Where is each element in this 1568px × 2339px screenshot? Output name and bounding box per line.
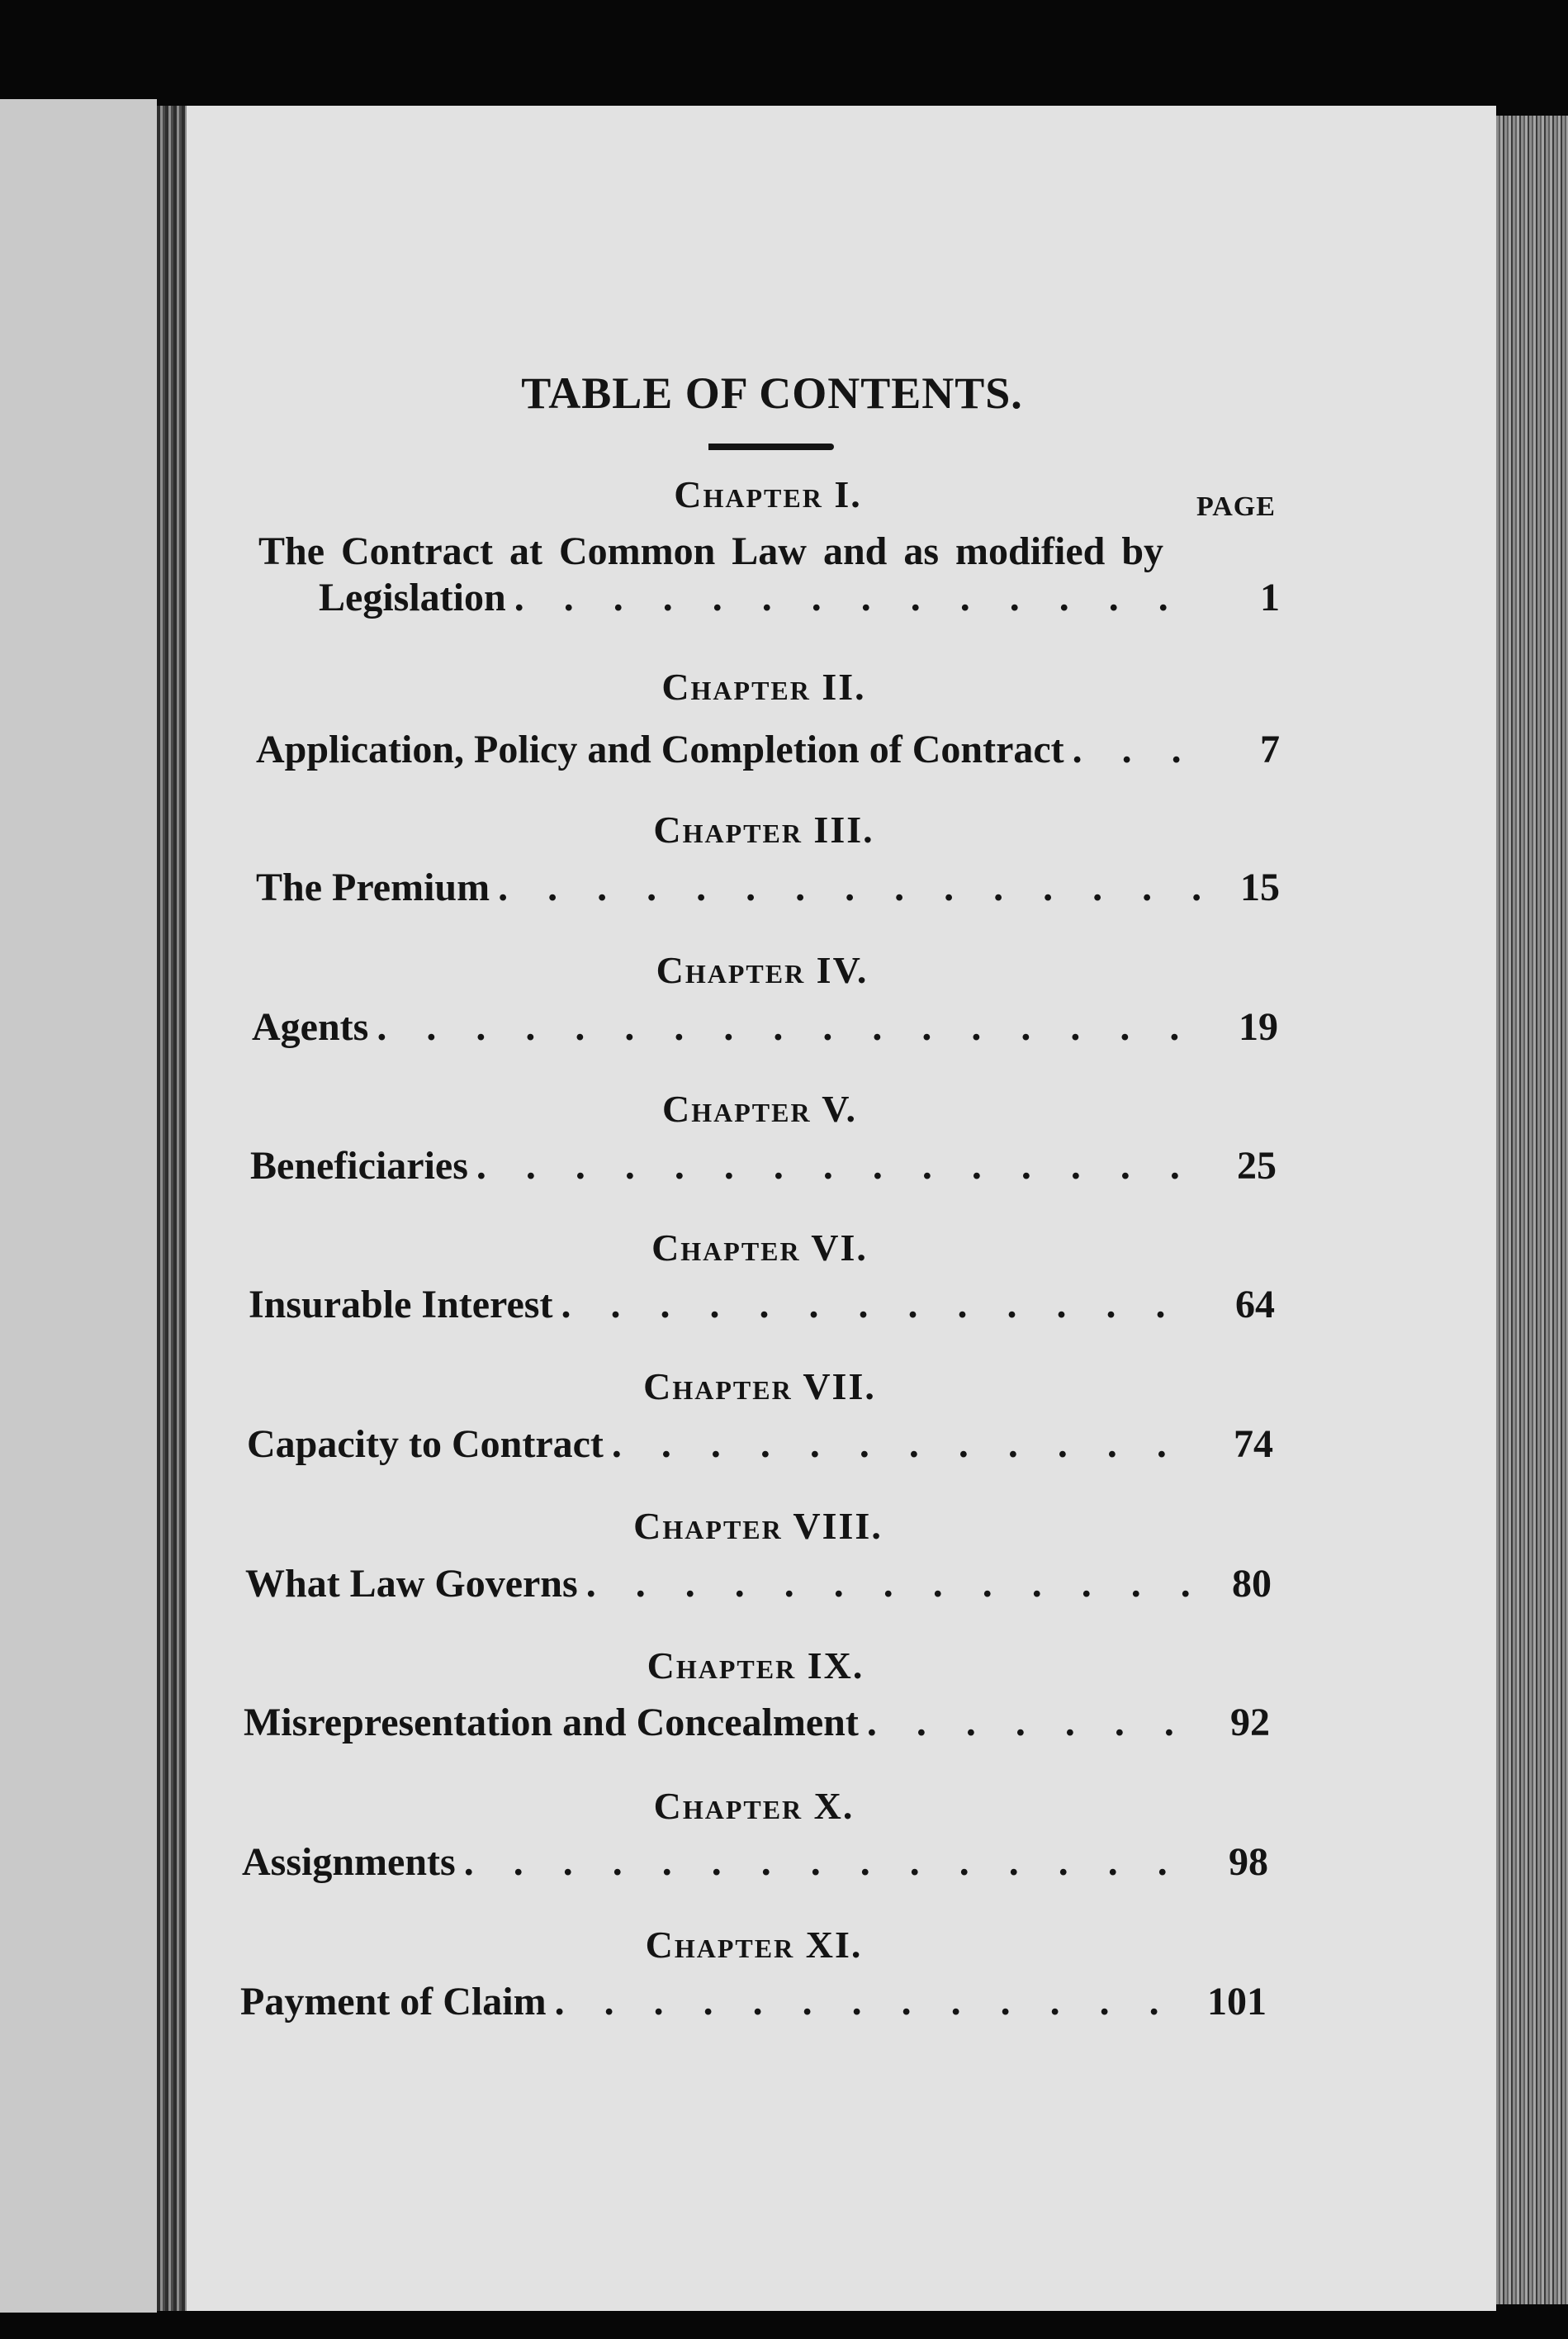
chapter-title: What Law Governs — [245, 1562, 578, 1606]
page-number: 74 — [1234, 1422, 1273, 1466]
page-number: 80 — [1232, 1562, 1272, 1606]
page-number: 98 — [1229, 1840, 1268, 1884]
page-number: 101 — [1207, 1980, 1267, 2023]
toc-entry — [319, 575, 1280, 620]
dot-leader — [464, 1839, 1196, 1885]
dot-leader — [555, 1979, 1194, 2024]
page-number: 1 — [1260, 576, 1280, 619]
page-number: 64 — [1235, 1283, 1275, 1326]
page-number: 19 — [1239, 1005, 1278, 1049]
title-rule — [708, 444, 834, 450]
toc-entry — [256, 727, 1280, 772]
chapter-title-line: The Contract at Common Law and as modified by — [258, 529, 1164, 573]
toc-entry — [245, 1561, 1272, 1606]
chapter-heading: Chapter I. — [674, 473, 862, 515]
toc-entry — [240, 1979, 1267, 2024]
page-number: 7 — [1260, 728, 1280, 771]
chapter-title: Insurable Interest — [249, 1283, 553, 1326]
toc-entry — [244, 1700, 1270, 1745]
dot-leader — [377, 1004, 1206, 1050]
chapter-title: Application, Policy and Completion of Contract — [256, 728, 1064, 771]
chapter-heading: Chapter XI. — [645, 1924, 863, 1966]
chapter-heading: Chapter IX. — [647, 1644, 865, 1687]
chapter-heading: Chapter III. — [653, 809, 874, 851]
page-gutter-edge — [157, 106, 187, 2311]
page-number: 92 — [1230, 1701, 1270, 1744]
chapter-heading: Chapter VIII. — [633, 1505, 883, 1547]
dot-leader — [867, 1700, 1197, 1745]
toc-entry — [242, 1839, 1268, 1885]
chapter-title: Assignments — [242, 1840, 456, 1884]
page-number: 15 — [1240, 866, 1280, 909]
chapter-heading: Chapter VI. — [651, 1226, 868, 1269]
chapter-title: Payment of Claim — [240, 1980, 547, 2023]
page-column-label: PAGE — [1196, 491, 1276, 522]
toc-entry — [247, 1421, 1273, 1467]
chapter-heading: Chapter II. — [661, 666, 866, 708]
chapter-title: The Premium — [256, 866, 490, 909]
dot-leader — [476, 1143, 1204, 1188]
chapter-heading: Chapter VII. — [643, 1365, 876, 1407]
toc-entry — [249, 1282, 1275, 1327]
toc-entry — [252, 1004, 1278, 1050]
dot-leader — [1073, 727, 1207, 772]
dot-leader — [612, 1421, 1201, 1467]
chapter-title: Capacity to Contract — [247, 1422, 604, 1466]
chapter-title: Misrepresentation and Concealment — [244, 1701, 859, 1744]
chapter-heading: Chapter IV. — [656, 949, 869, 991]
chapter-heading: Chapter X. — [653, 1785, 855, 1827]
page-number: 25 — [1237, 1144, 1277, 1188]
dot-leader — [514, 575, 1207, 620]
chapter-title: Agents — [252, 1005, 369, 1049]
dot-leader — [498, 865, 1207, 910]
chapter-heading: Chapter V. — [661, 1088, 858, 1130]
book-fore-edge — [1496, 116, 1568, 2304]
dot-leader — [561, 1282, 1202, 1327]
chapter-title: Beneficiaries — [250, 1144, 468, 1188]
toc-entry — [256, 865, 1280, 910]
dot-leader — [586, 1561, 1199, 1606]
page-title: TABLE OF CONTENTS. — [521, 368, 1023, 418]
chapter-title: Legislation — [319, 576, 506, 619]
toc-entry — [250, 1143, 1277, 1188]
left-page-leaf — [0, 99, 157, 2313]
